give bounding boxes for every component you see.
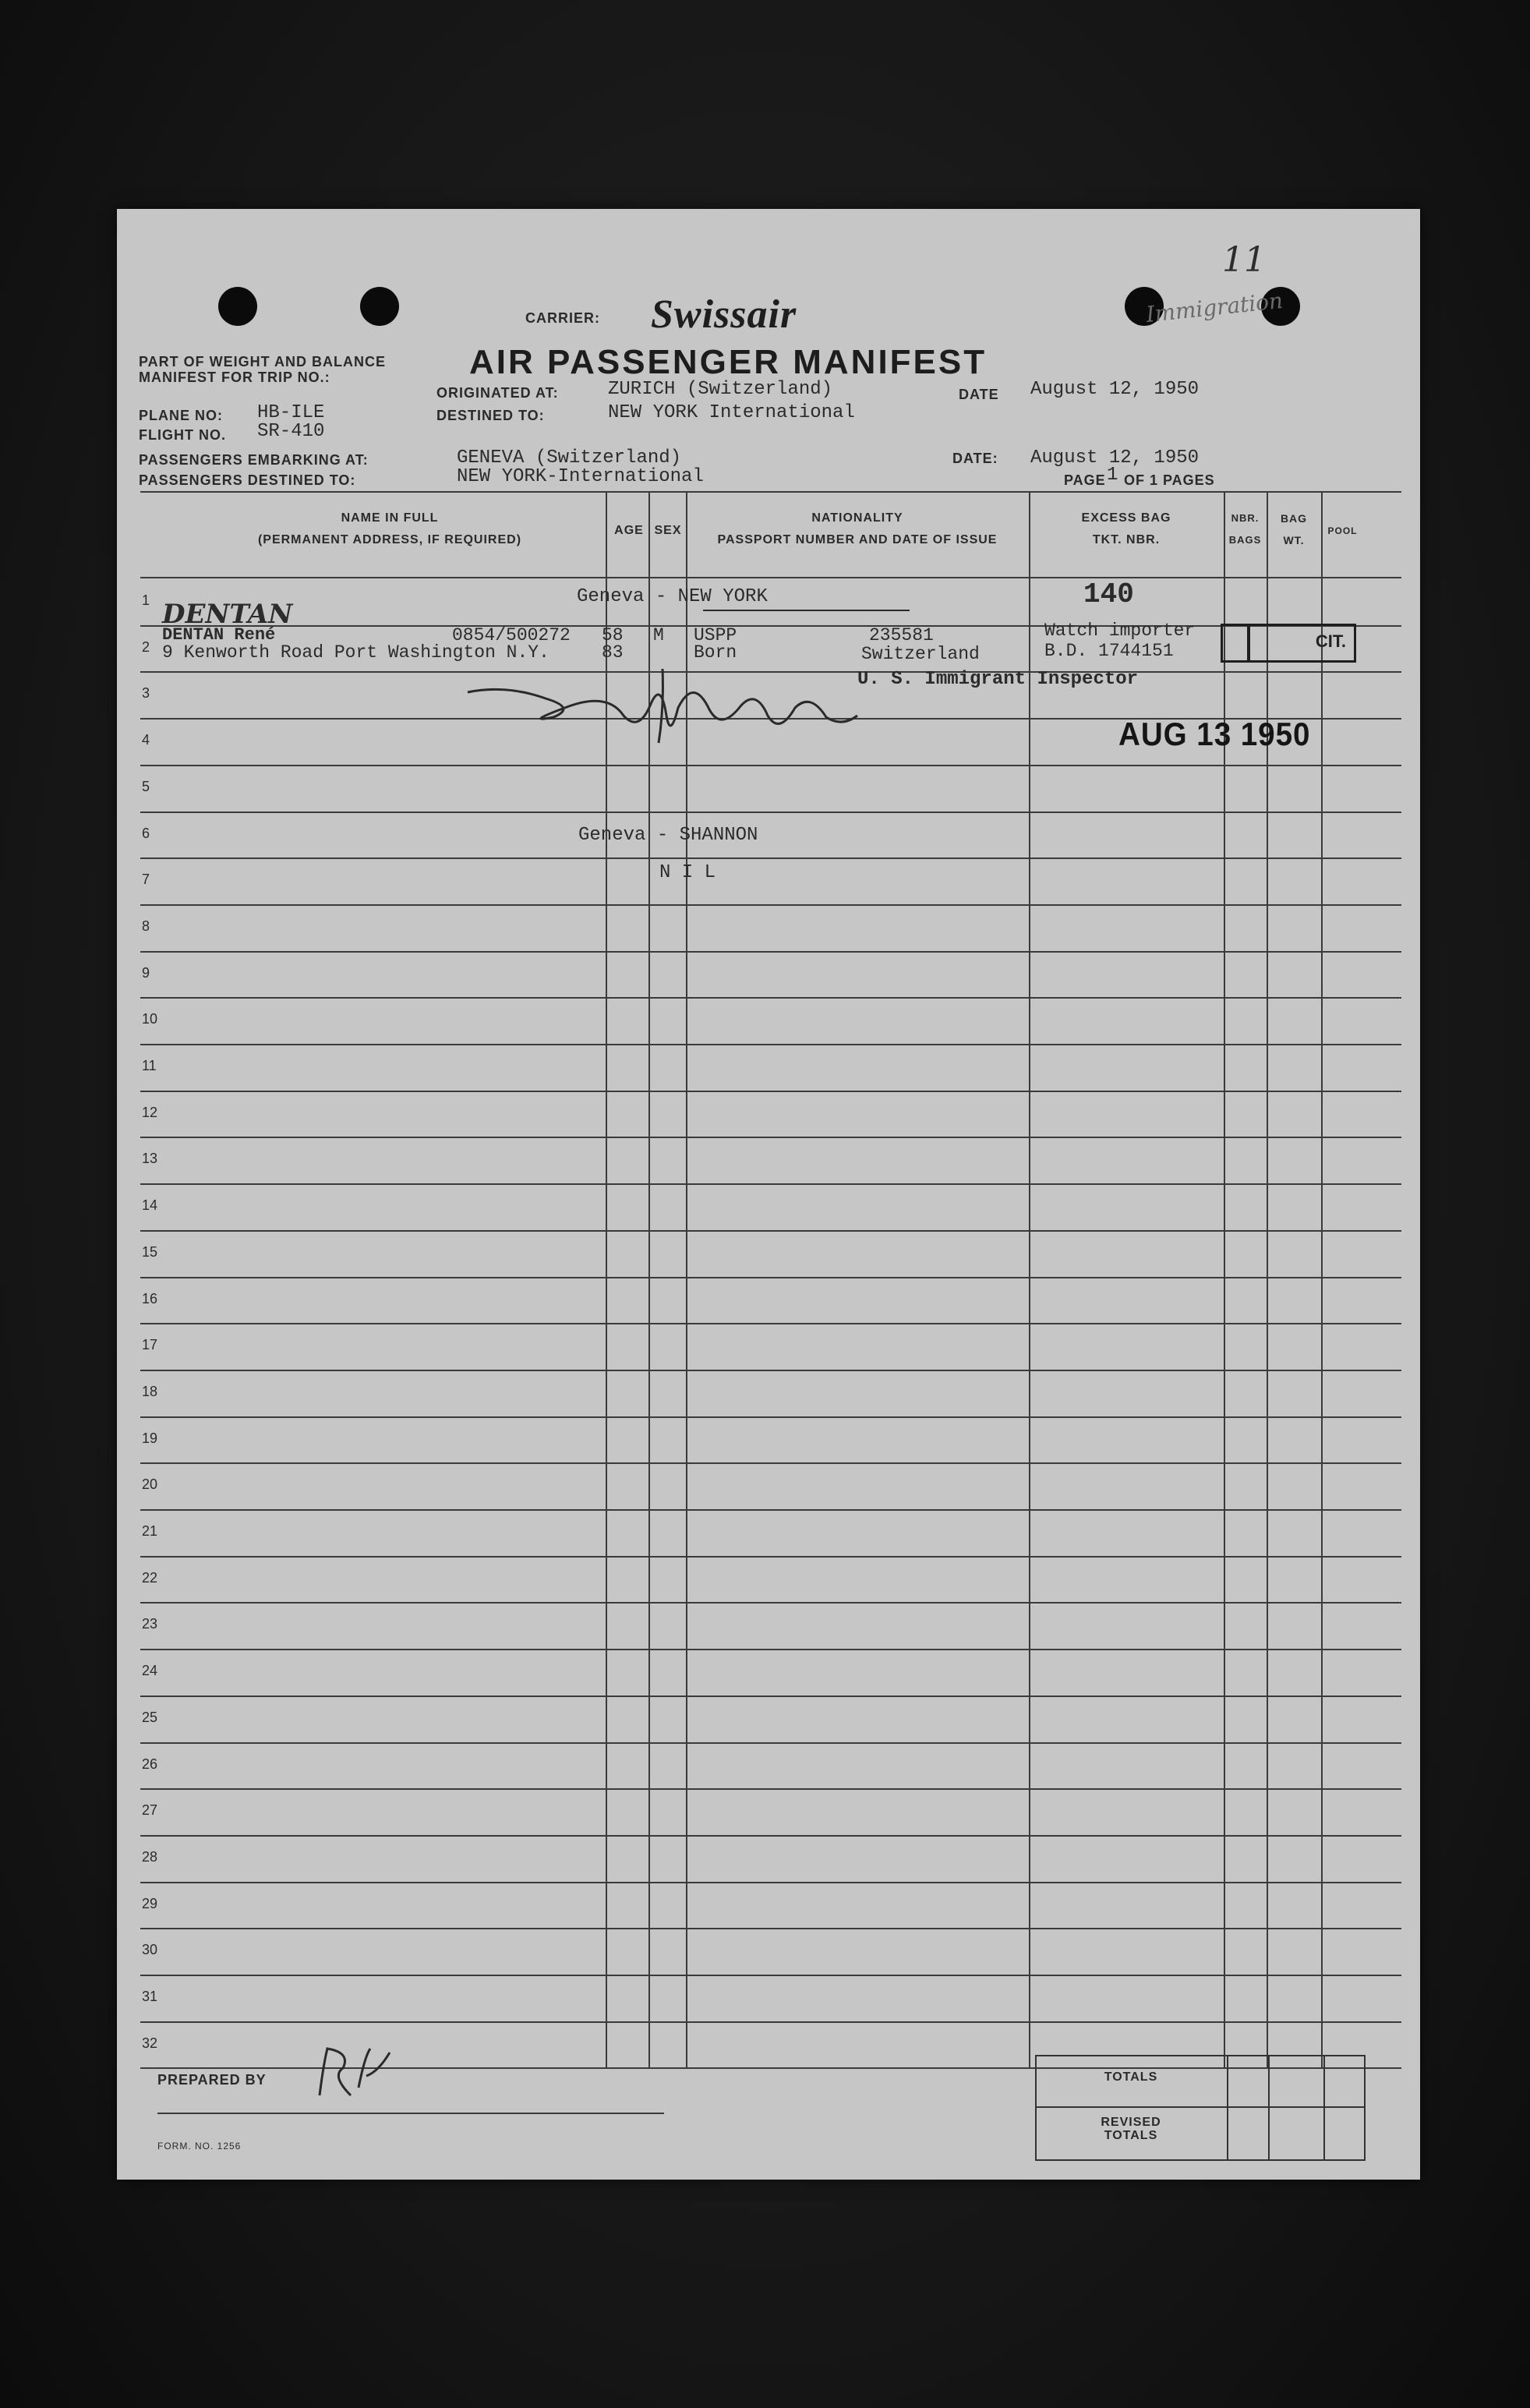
weight-balance-label: PART OF WEIGHT AND BALANCE MANIFEST FOR TRIP NO.: xyxy=(139,354,386,385)
table-rule xyxy=(140,904,1401,906)
inspector-signature xyxy=(460,661,865,747)
row-number: 17 xyxy=(142,1337,158,1353)
passenger-address: 9 Kenworth Road Port Washington N.Y. xyxy=(162,642,549,663)
table-rule xyxy=(140,1183,1401,1185)
row-number: 10 xyxy=(142,1011,158,1027)
row-number: 15 xyxy=(142,1243,158,1260)
col-nationality-line1: NATIONALITY xyxy=(811,511,903,525)
table-rule xyxy=(140,491,1401,493)
col-name-line2: (PERMANENT ADDRESS, IF REQUIRED) xyxy=(257,533,522,546)
plane-label: PLANE NO: xyxy=(139,408,223,423)
row-number: 28 xyxy=(142,1848,158,1865)
table-rule xyxy=(140,812,1401,813)
totals-col3 xyxy=(1323,2055,1325,2159)
row-number: 19 xyxy=(142,1430,158,1446)
punch-hole-icon xyxy=(360,287,399,326)
col-bagwt-line2: WT. xyxy=(1283,534,1305,546)
passport-type: USPP xyxy=(694,625,737,645)
table-rule xyxy=(140,1835,1401,1837)
corner-annotation-word: Immigration xyxy=(1144,287,1284,328)
row-number: 29 xyxy=(142,1895,158,1911)
passenger-age: 58 xyxy=(602,625,624,645)
table-rule xyxy=(140,625,1401,627)
carrier-label: CARRIER: xyxy=(525,310,600,326)
row-number: 9 xyxy=(142,964,150,981)
carrier-logo: Swissair xyxy=(651,292,797,337)
excess-bag-value: 140 xyxy=(1083,578,1134,610)
row-number: 6 xyxy=(142,825,150,841)
row-number: 4 xyxy=(142,732,150,748)
passenger-sex: M xyxy=(653,625,664,645)
page-suffix: OF 1 PAGES xyxy=(1124,472,1215,488)
table-rule xyxy=(140,1602,1401,1604)
passenger-name: DENTAN René xyxy=(162,625,276,645)
totals-col2 xyxy=(1268,2055,1270,2159)
col-sex: SEX xyxy=(654,524,682,537)
col-nationality-line2: PASSPORT NUMBER AND DATE OF ISSUE xyxy=(717,533,998,546)
passenger-age-alt: 83 xyxy=(602,642,624,663)
row-number: 31 xyxy=(142,1989,158,2004)
revised-label-2: TOTALS xyxy=(1104,2129,1158,2142)
page-prefix: PAGE xyxy=(1064,472,1106,488)
inspection-date-stamp: AUG 13 1950 xyxy=(1118,716,1311,752)
row-number: 12 xyxy=(142,1104,158,1120)
table-rule xyxy=(140,997,1401,999)
immigrant-inspector: U. S. Immigrant Inspector xyxy=(857,669,1139,690)
col-bagwt-line1: BAG xyxy=(1280,512,1308,525)
row-number: 8 xyxy=(142,918,150,934)
col-nbr-line2: BAGS xyxy=(1228,534,1262,546)
totals-divider xyxy=(1035,2106,1364,2108)
table-rule xyxy=(140,1649,1401,1650)
page-title: AIR PASSENGER MANIFEST xyxy=(469,343,988,381)
table-rule xyxy=(140,1509,1401,1511)
table-rule xyxy=(140,1462,1401,1464)
row-number: 26 xyxy=(142,1756,158,1772)
row-number: 3 xyxy=(142,685,150,702)
row-number: 25 xyxy=(142,1709,158,1725)
table-rule xyxy=(140,1416,1401,1418)
col-age: AGE xyxy=(614,524,644,537)
col-name-line1: NAME IN FULL xyxy=(341,511,439,525)
page-number: 1 xyxy=(1107,465,1118,486)
table-rule xyxy=(140,1230,1401,1232)
table-rule xyxy=(140,1137,1401,1138)
destined-passengers-label: PASSENGERS DESTINED TO: xyxy=(139,472,356,488)
table-rule xyxy=(140,1788,1401,1790)
table-rule xyxy=(140,1742,1401,1744)
route-underline xyxy=(703,610,910,611)
route-geneva-shannon: Geneva - SHANNON xyxy=(578,825,758,846)
destined-value: NEW YORK International xyxy=(608,402,855,423)
row-number: 20 xyxy=(142,1476,158,1493)
table-rule xyxy=(140,577,1401,578)
row-number: 16 xyxy=(142,1290,158,1307)
row-number: 21 xyxy=(142,1523,158,1539)
totals-col1 xyxy=(1227,2055,1228,2159)
row-number: 32 xyxy=(142,2035,158,2051)
occupation: Watch importer xyxy=(1044,621,1196,641)
punch-hole-icon xyxy=(218,287,257,326)
row-number: 24 xyxy=(142,1663,158,1679)
table-rule xyxy=(140,1091,1401,1092)
table-rule xyxy=(140,1928,1401,1929)
embark-label: PASSENGERS EMBARKING AT: xyxy=(139,452,369,468)
originated-label: ORIGINATED AT: xyxy=(436,385,559,401)
row-number: 18 xyxy=(142,1383,158,1399)
passport-number: 235581 xyxy=(869,625,934,645)
form-number: FORM. NO. 1256 xyxy=(157,2141,242,2152)
row-number: 1 xyxy=(142,592,150,608)
table-rule xyxy=(140,951,1401,953)
row-number: 7 xyxy=(142,872,150,888)
row-number: 13 xyxy=(142,1151,158,1167)
date2-label: DATE: xyxy=(952,451,998,466)
date-value: August 12, 1950 xyxy=(1030,379,1200,400)
destined-passengers-value: NEW YORK-International xyxy=(457,466,704,487)
row-number: 27 xyxy=(142,1802,158,1819)
col-nbr-line1: NBR. xyxy=(1231,512,1260,524)
table-rule xyxy=(140,1370,1401,1371)
originated-value: ZURICH (Switzerland) xyxy=(608,379,833,400)
table-rule xyxy=(140,1975,1401,1976)
table-rule xyxy=(140,1882,1401,1883)
cit-stamp: CIT. xyxy=(1315,631,1346,651)
table-rule xyxy=(140,2021,1401,2023)
preparer-initials xyxy=(304,2041,398,2103)
col-pool: POOL xyxy=(1327,525,1358,536)
row-number: 23 xyxy=(142,1616,158,1632)
stamp-box-left xyxy=(1221,624,1250,663)
row-number: 14 xyxy=(142,1197,158,1214)
manifest-sheet xyxy=(117,209,1420,2180)
table-rule xyxy=(140,765,1401,766)
route-geneva-new-york: Geneva - NEW YORK xyxy=(577,586,768,607)
table-column-rule xyxy=(1321,491,1323,2069)
prepared-by-line xyxy=(157,2113,664,2114)
table-rule xyxy=(140,857,1401,859)
bd-number: B.D. 1744151 xyxy=(1044,641,1174,661)
date2-value: August 12, 1950 xyxy=(1030,447,1200,469)
table-rule xyxy=(140,1556,1401,1558)
flight-label: FLIGHT NO. xyxy=(139,427,226,443)
plane-value: HB-ILE xyxy=(257,402,325,423)
embark-value: GENEVA (Switzerland) xyxy=(457,447,682,469)
handwritten-surname: DENTAN xyxy=(162,599,293,630)
flight-value: SR-410 xyxy=(257,421,325,442)
row-number: 30 xyxy=(142,1942,158,1958)
ticket-number: 0854/500272 xyxy=(452,625,571,645)
born-place: Switzerland xyxy=(861,644,980,664)
row-number: 2 xyxy=(142,638,150,655)
table-column-rule xyxy=(1029,491,1030,2069)
born-label: Born xyxy=(694,642,737,663)
row-number: 22 xyxy=(142,1569,158,1586)
destined-label: DESTINED TO: xyxy=(436,408,545,423)
table-rule xyxy=(140,1277,1401,1278)
corner-page-number: 11 xyxy=(1222,240,1266,280)
col-excess-line2: TKT. NBR. xyxy=(1092,533,1161,546)
date-label: DATE xyxy=(959,387,999,402)
row-number: 11 xyxy=(142,1058,157,1073)
cit-stamp-box xyxy=(1247,624,1356,663)
prepared-by-label: PREPARED BY xyxy=(157,2072,267,2088)
row-number: 5 xyxy=(142,778,150,794)
col-excess-line1: EXCESS BAG xyxy=(1081,511,1171,525)
table-rule xyxy=(140,1044,1401,1045)
table-rule xyxy=(140,1696,1401,1697)
nil-entry: N I L xyxy=(659,862,716,883)
totals-label: TOTALS xyxy=(1104,2070,1158,2084)
revised-label-1: REVISED xyxy=(1101,2116,1161,2129)
table-rule xyxy=(140,1323,1401,1324)
